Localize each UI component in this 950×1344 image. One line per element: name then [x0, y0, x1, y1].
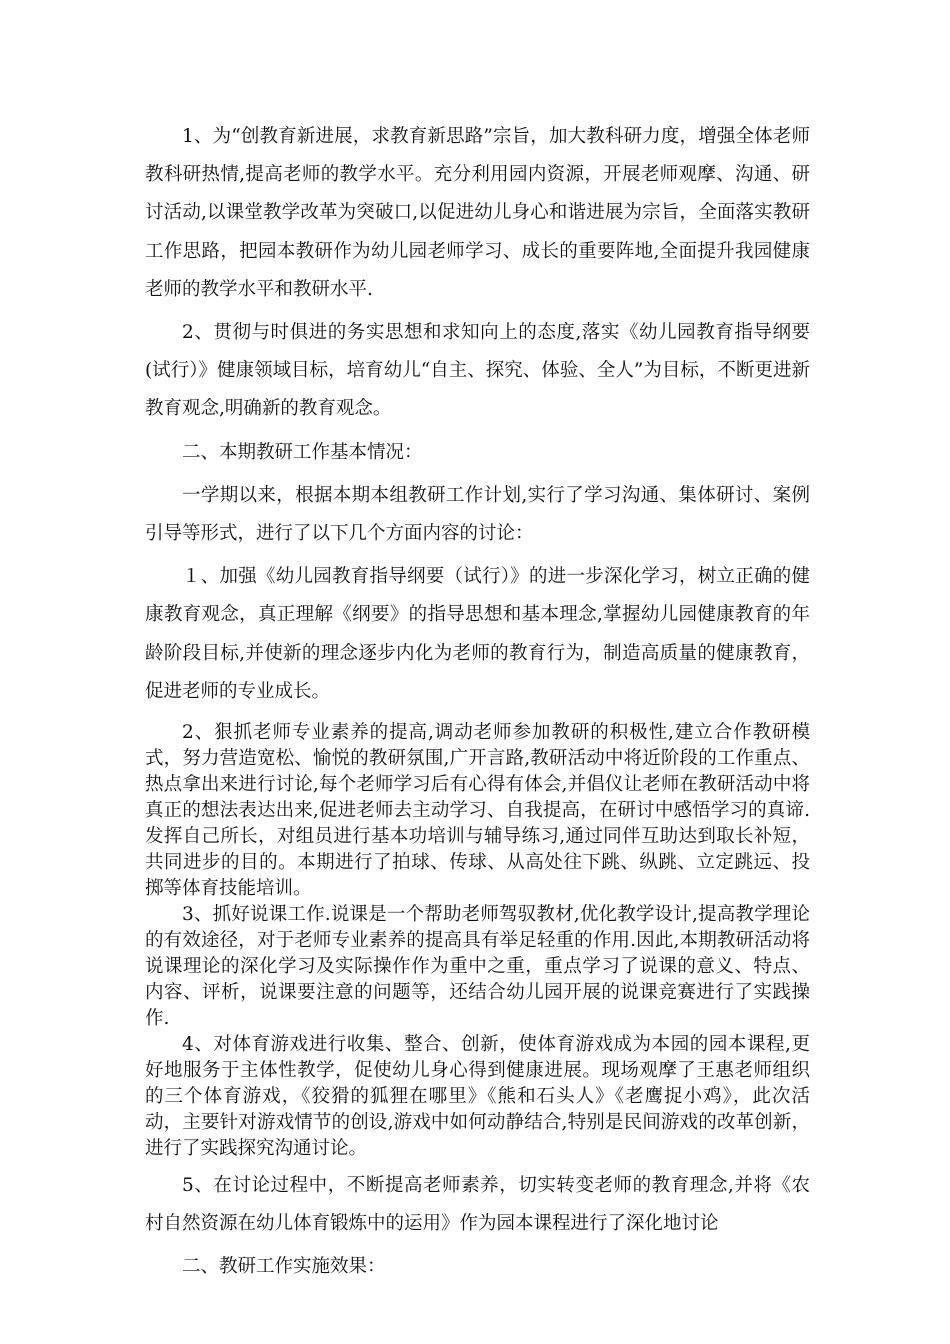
paragraph-item-1: １、加强《幼儿园教育指导纲要（试行）》的进一步深化学习，树立正确的健康教育观念，真正理解《纲要》的指导思想和基本理念,掌握幼儿园健康教育的年龄阶段目标,并使新的理念逐步内化为老师的教育行为，制造高质量的健康教育，促进老师的专业成长。	[145, 566, 810, 702]
paragraph-item-4: 4、对体育游戏进行收集、整合、创新，使体育游戏成为本园的园本课程,更好地服务于主体性教学，促使幼儿身心得到健康进展。现场观摩了王惠老师组织的三个体育游戏，《狡猾的狐狸在哪里》《熊和石头人》《老鹰捉小鸡》，此次活动，主要针对游戏情节的创设,游戏中如何动静结合,特别是民间游戏的改革创新，进行了实践探究沟通讨论。	[145, 1034, 810, 1160]
section-heading-basic-situation: 二、本期教研工作基本情况：	[182, 441, 423, 463]
paragraph-item-2: 2、狠抓老师专业素养的提高,调动老师参加教研的积极性,建立合作教研模式，努力营造宽松、愉悦的教研氛围,广开言路,教研活动中将近阶段的工作重点、热点拿出来进行讨论,每个老师学习后有心得有体会,并倡仪让老师在教研活动中将真正的想法表达出来,促进老师去主动学习、自我提高，在研讨中感悟学习的真谛.发挥自己所长，对组员进行基本功培训与辅导练习,通过同伴互助达到取长补短，共同进步的目的。本期进行了拍球、传球、从高处往下跳、纵跳、立定跳远、投掷等体育技能培训。	[145, 722, 810, 900]
document-page	[145, 118, 810, 1287]
paragraph-intro: 一学期以来，根据本期本组教研工作计划,实行了学习沟通、集体研讨、案例引导等形式，进行了以下几个方面内容的讨论：	[145, 484, 810, 545]
section-heading-results: 二、教研工作实施效果：	[182, 1256, 386, 1278]
paragraph-item-5: 5、在讨论过程中，不断提高老师素养，切实转变老师的教育理念,并将《农村自然资源在幼儿体育锻炼中的运用》作为园本课程进行了深化地讨论	[145, 1175, 810, 1235]
paragraph-goal-2: 2、贯彻与时俱进的务实思想和求知向上的态度,落实《幼儿园教育指导纲要(试行）》健康领域目标，培育幼儿“自主、探究、体验、全人”为目标，不断更进新教育观念,明确新的教育观念。	[145, 322, 810, 420]
paragraph-goal-1: 1、为“创教育新进展，求教育新思路”宗旨，加大教科研力度，增强全体老师教科研热情,提高老师的教学水平。充分利用园内资源，开展老师观摩、沟通、研讨活动,以课堂教学改革为突破口,以促进幼儿身心和谐进展为宗旨，全面落实教研工作思路，把园本教研作为幼儿园老师学习、成长的重要阵地,全面提升我园健康老师的教学水平和教研水平.	[145, 126, 810, 300]
paragraph-item-3: 3、抓好说课工作.说课是一个帮助老师驾驭教材,优化教学设计,提高教学理论的有效途径，对于老师专业素养的提高具有举足轻重的作用.因此,本期教研活动将说课理论的深化学习及实际操作作为重中之重，重点学习了说课的意义、特点、内容、评析，说课要注意的问题等，还结合幼儿园开展的说课竞赛进行了实践操作.	[145, 904, 810, 1030]
